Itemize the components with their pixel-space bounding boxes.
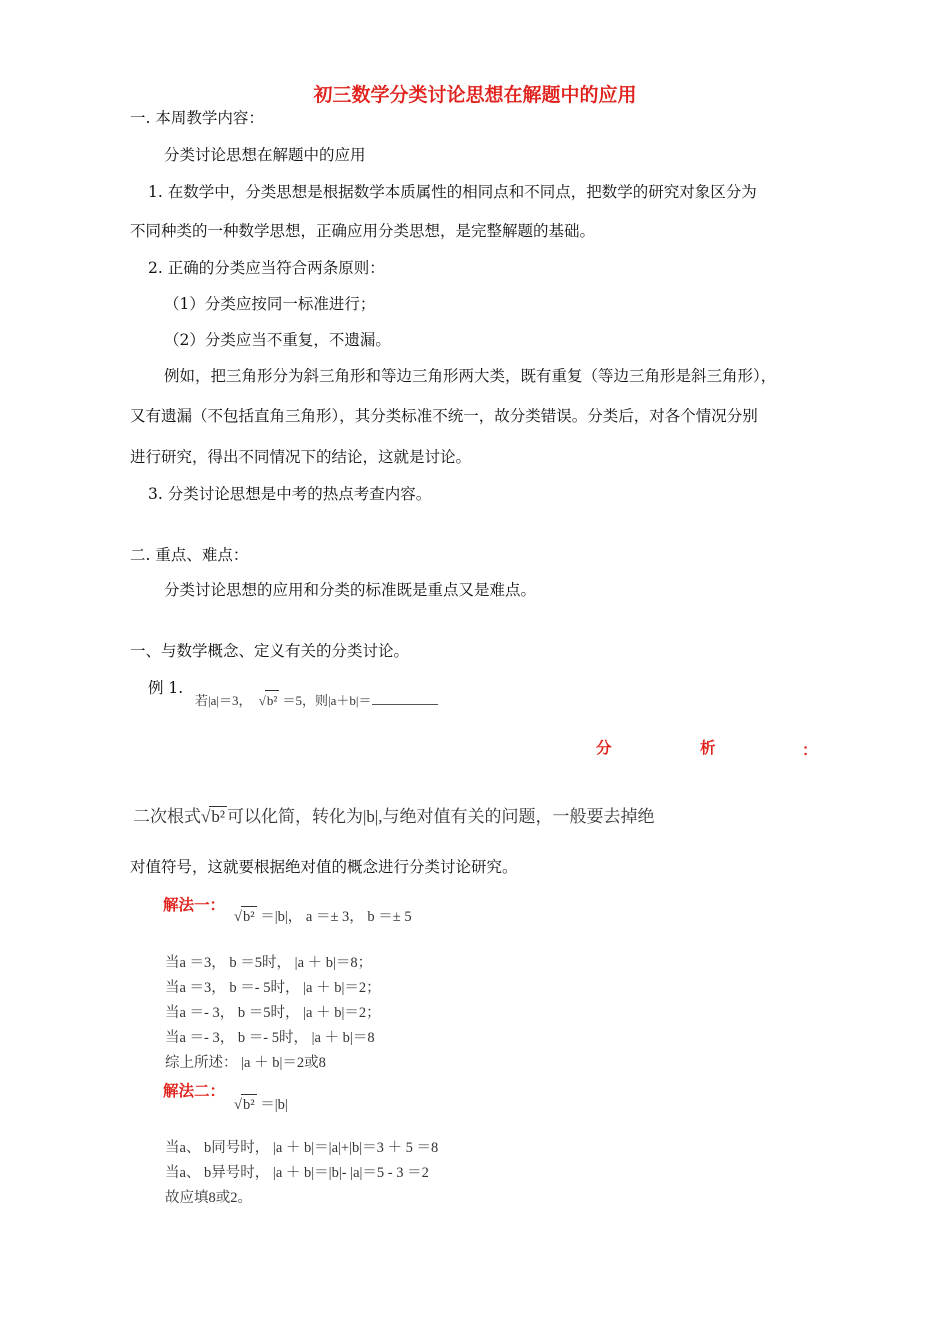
sqrt-b2-radicand-3: b² (241, 906, 257, 927)
solution-1-label: 解法一： (163, 896, 226, 914)
solution-2-head (234, 1094, 288, 1115)
sqrt-b2-radicand: b² (265, 690, 279, 711)
point-2-example-2: 又有遗漏（不包括直角三角形），其分类标准不统一，故分类错误。分类后，对各个情况分别 (130, 407, 758, 425)
solution-1-head (234, 906, 412, 927)
example-1-question-part-1: 若|a|＝3， (195, 693, 252, 708)
point-2-rule-1: （1）分类应按同一标准进行； (164, 295, 376, 313)
section-1-topic: 分类讨论思想在解题中的应用 (164, 146, 366, 164)
example-1-label: 例 1. (148, 679, 184, 697)
analysis-label-2: 析 (700, 739, 716, 757)
sqrt-b2-symbol-4: √b² (234, 1097, 257, 1113)
solution-1-case-4: 当a ＝- 3， b ＝- 5时， |a ＋ b|＝8 (165, 1030, 375, 1046)
point-2-rule-2: （2）分类应当不重复，不遗漏。 (164, 331, 391, 349)
solution-1-case-2: 当a ＝3， b ＝- 5时， |a ＋ b|＝2； (165, 980, 381, 996)
solution-2-label: 解法二： (163, 1082, 226, 1100)
analysis-line-1-part-1: 二次根式 (133, 807, 201, 826)
solution-1-summary: 综上所述： |a ＋ b|＝2或8 (165, 1055, 326, 1071)
analysis-line-1-part-2: 可以化简，转化为|b|,与绝对值有关的问题，一般要去掉绝 (226, 807, 655, 826)
solution-1-case-3: 当a ＝- 3， b ＝5时， |a ＋ b|＝2； (165, 1005, 381, 1021)
answer-blank (372, 690, 438, 705)
analysis-label-1: 分 (596, 739, 612, 757)
analysis-line-2: 对值符号，这就要根据绝对值的概念进行分类讨论研究。 (130, 858, 518, 876)
point-3: 3. 分类讨论思想是中考的热点考查内容。 (148, 485, 432, 503)
sqrt-b2-symbol: √b² (259, 693, 280, 708)
point-2-example-1: 例如，把三角形分为斜三角形和等边三角形两大类，既有重复（等边三角形是斜三角形）， (164, 367, 777, 385)
solution-2-case-1: 当a、 b同号时， |a ＋ b|＝|a|+|b|＝3 ＋ 5 ＝8 (165, 1140, 439, 1156)
section-2-heading: 二. 重点、难点： (130, 546, 249, 564)
point-1-line-1: 1. 在数学中，分类思想是根据数学本质属性的相同点和不同点，把数学的研究对象区分为 (148, 183, 757, 201)
sqrt-b2-radicand-4: b² (241, 1094, 257, 1115)
solution-1-head-text: ＝|b|， a ＝± 3， b ＝± 5 (260, 909, 412, 925)
analysis-line-1 (133, 806, 655, 827)
solution-2-answer: 故应填8或2。 (165, 1190, 252, 1206)
analysis-label-3: ： (802, 741, 818, 759)
solution-2-head-text: ＝|b| (260, 1097, 288, 1113)
example-1-question-part-2: ＝5，则|a＋b|＝ (282, 693, 372, 708)
point-2: 2. 正确的分类应当符合两条原则： (148, 259, 385, 277)
sqrt-b2-radicand-2: b² (211, 807, 225, 826)
example-1-question (195, 690, 438, 711)
page-title: 初三数学分类讨论思想在解题中的应用 (313, 84, 637, 106)
section-2-text: 分类讨论思想的应用和分类的标准既是重点又是难点。 (164, 581, 537, 599)
section-1-heading: 一. 本周教学内容： (130, 109, 264, 127)
solution-1-case-1: 当a ＝3， b ＝5时， |a ＋ b|＝8； (165, 955, 373, 971)
sqrt-b2-symbol-3: √b² (234, 909, 257, 925)
point-2-example-3: 进行研究，得出不同情况下的结论，这就是讨论。 (130, 448, 472, 466)
point-1-line-2: 不同种类的一种数学思想，正确应用分类思想，是完整解题的基础。 (130, 222, 596, 240)
section-3-heading: 一、与数学概念、定义有关的分类讨论。 (130, 642, 410, 660)
solution-2-case-2: 当a、 b异号时， |a ＋ b|＝|b|- |a|＝5 - 3 ＝2 (165, 1165, 429, 1181)
sqrt-b2-symbol-2: √b² (201, 807, 225, 826)
